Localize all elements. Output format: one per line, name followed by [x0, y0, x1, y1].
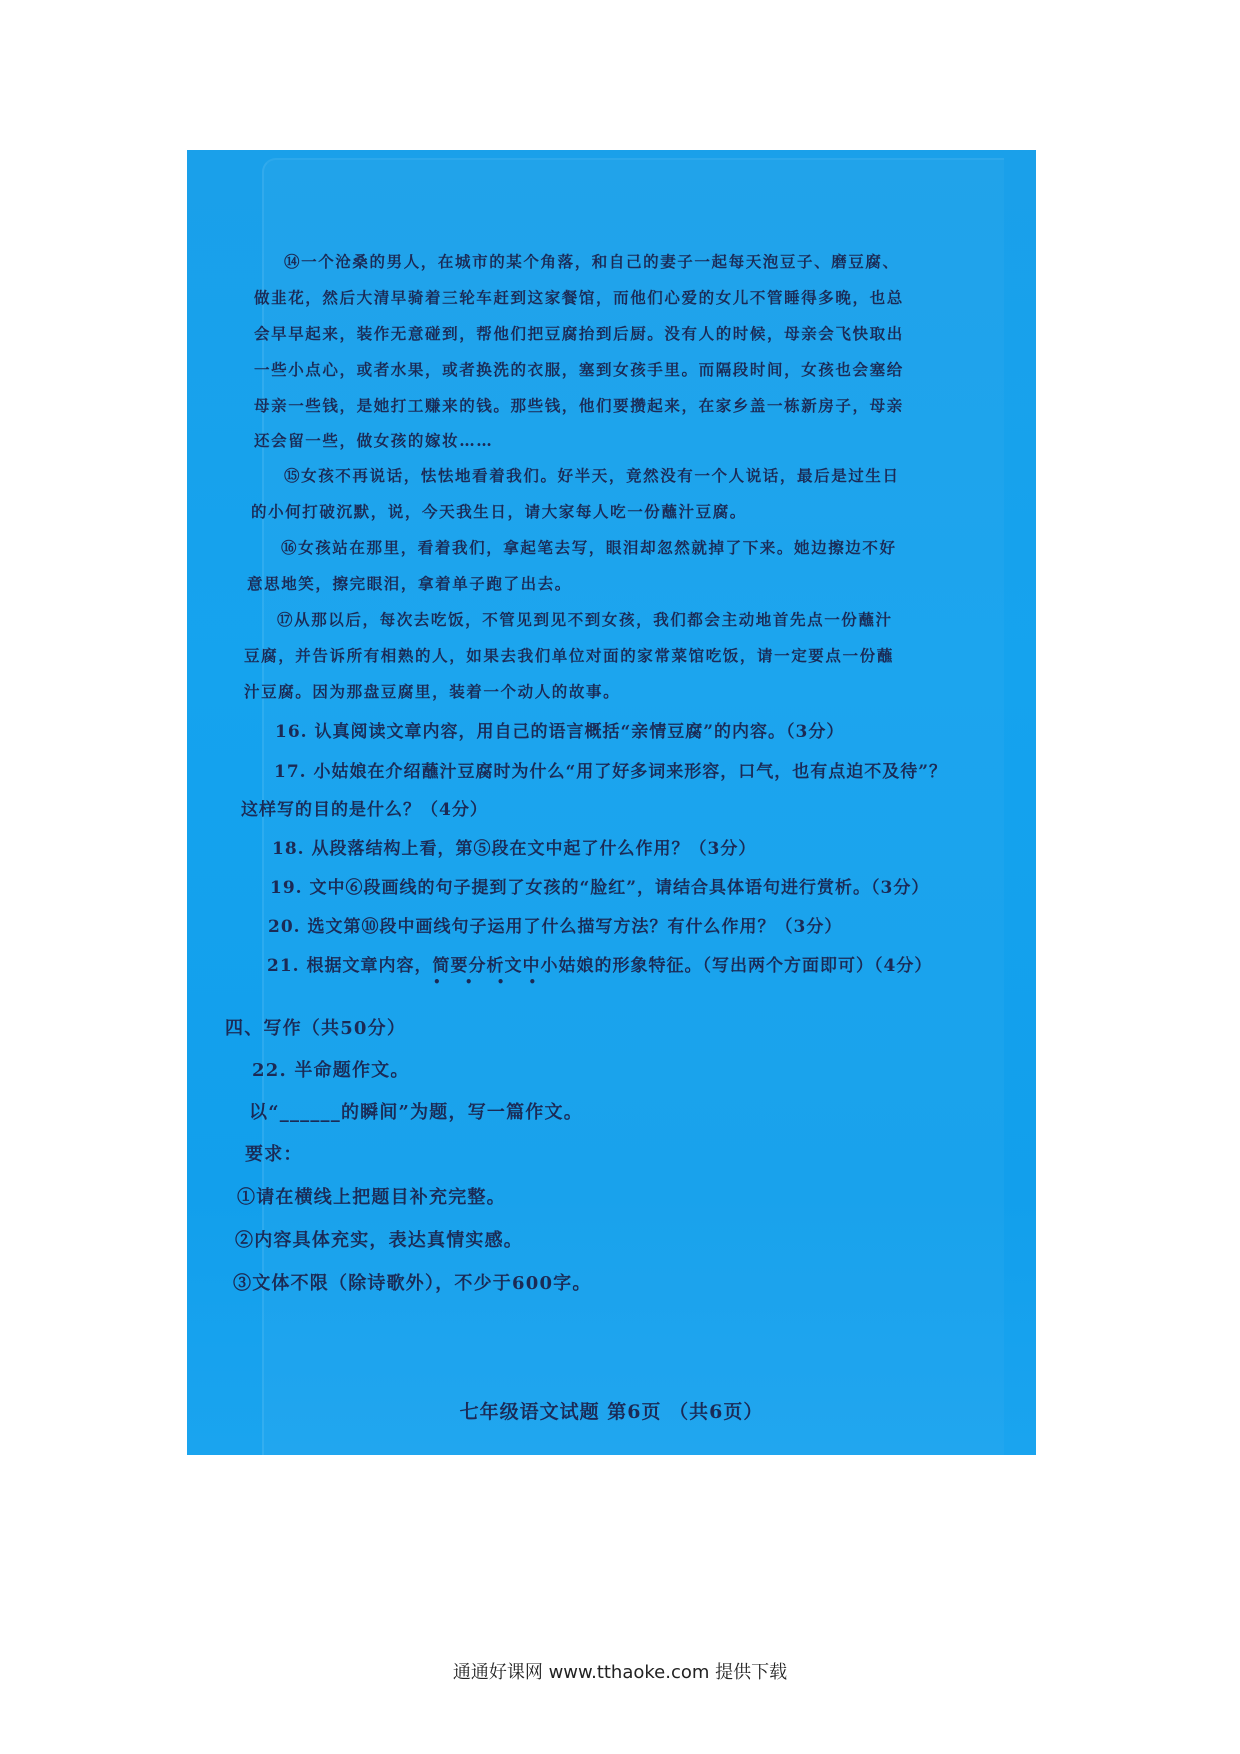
question-22: 22. 半命题作文。 [252, 1060, 410, 1081]
paragraph-14-line-2: 做韭花，然后大清早骑着三轮车赶到这家餐馆，而他们心爱的女儿不管睡得多晚，也总 [254, 288, 904, 307]
question-20: 20. 选文第⑩段中画线句子运用了什么描写方法？有什么作用？（3分） [268, 917, 843, 937]
question-17-line-1: 17. 小姑娘在介绍蘸汁豆腐时为什么“用了好多词来形容，口气，也有点迫不及待”？ [274, 762, 948, 782]
question-21: 21. 根据文章内容，简要分析文中小姑娘的形象特征。（写出两个方面即可）（4分） [267, 956, 933, 976]
scanned-exam-photo [187, 150, 1036, 1455]
paragraph-16-line-1: ⑯女孩站在那里，看着我们，拿起笔去写，眼泪却忽然就掉了下来。她边擦边不好 [281, 538, 897, 557]
paragraph-16-line-2: 意思地笑，擦完眼泪，拿着单子跑了出去。 [247, 574, 572, 593]
paragraph-14-line-5: 母亲一些钱，是她打工赚来的钱。那些钱，他们要攒起来，在家乡盖一栋新房子，母亲 [254, 396, 904, 415]
question-18: 18. 从段落结构上看，第⑤段在文中起了什么作用？（3分） [272, 839, 757, 859]
question-17-line-2: 这样写的目的是什么？（4分） [241, 800, 488, 820]
paragraph-15-line-2: 的小何打破沉默，说，今天我生日，请大家每人吃一份蘸汁豆腐。 [251, 502, 747, 521]
requirement-1: ①请在横线上把题目补充完整。 [237, 1187, 506, 1208]
paragraph-14-line-3: 会早早起来，装作无意碰到，帮他们把豆腐抬到后厨。没有人的时候，母亲会飞快取出 [254, 324, 904, 343]
page-number-footer: 七年级语文试题 第6页 （共6页） [459, 1401, 764, 1423]
paragraph-14-line-1: ⑭一个沧桑的男人，在城市的某个角落，和自己的妻子一起每天泡豆子、磨豆腐、 [284, 252, 900, 271]
writing-prompt: 以“______的瞬间”为题，写一篇作文。 [249, 1102, 583, 1123]
exam-sheet [187, 150, 1036, 1455]
paragraph-17-line-2: 豆腐，并告诉所有相熟的人，如果去我们单位对面的家常菜馆吃饭，请一定要点一份蘸 [244, 646, 894, 665]
question-16: 16. 认真阅读文章内容，用自己的语言概括“亲情豆腐”的内容。（3分） [275, 722, 845, 742]
paragraph-14-line-6: 还会留一些，做女孩的嫁妆…… [254, 431, 494, 450]
paragraph-14-line-4: 一些小点心，或者水果，或者换洗的衣服，塞到女孩手里。而隔段时间，女孩也会塞给 [254, 360, 904, 379]
paragraph-17-line-3: 汁豆腐。因为那盘豆腐里，装着一个动人的故事。 [244, 682, 621, 701]
emphasis-dots: • • • • [433, 975, 547, 989]
download-source-note: 通通好课网 www.tthaoke.com 提供下载 [452, 1662, 788, 1683]
writing-heading: 四、写作（共50分） [225, 1018, 407, 1039]
requirement-2: ②内容具体充实，表达真情实感。 [235, 1230, 523, 1251]
question-19: 19. 文中⑥段画线的句子提到了女孩的“脸红”，请结合具体语句进行赏析。（3分） [270, 878, 930, 898]
paragraph-15-line-1: ⑮女孩不再说话，怯怯地看着我们。好半天，竟然没有一个人说话，最后是过生日 [284, 466, 900, 485]
paragraph-17-line-1: ⑰从那以后，每次去吃饭，不管见到见不到女孩，我们都会主动地首先点一份蘸汁 [277, 610, 893, 629]
requirements-label: 要求： [245, 1144, 303, 1165]
requirement-3: ③文体不限（除诗歌外），不少于600字。 [233, 1273, 592, 1294]
